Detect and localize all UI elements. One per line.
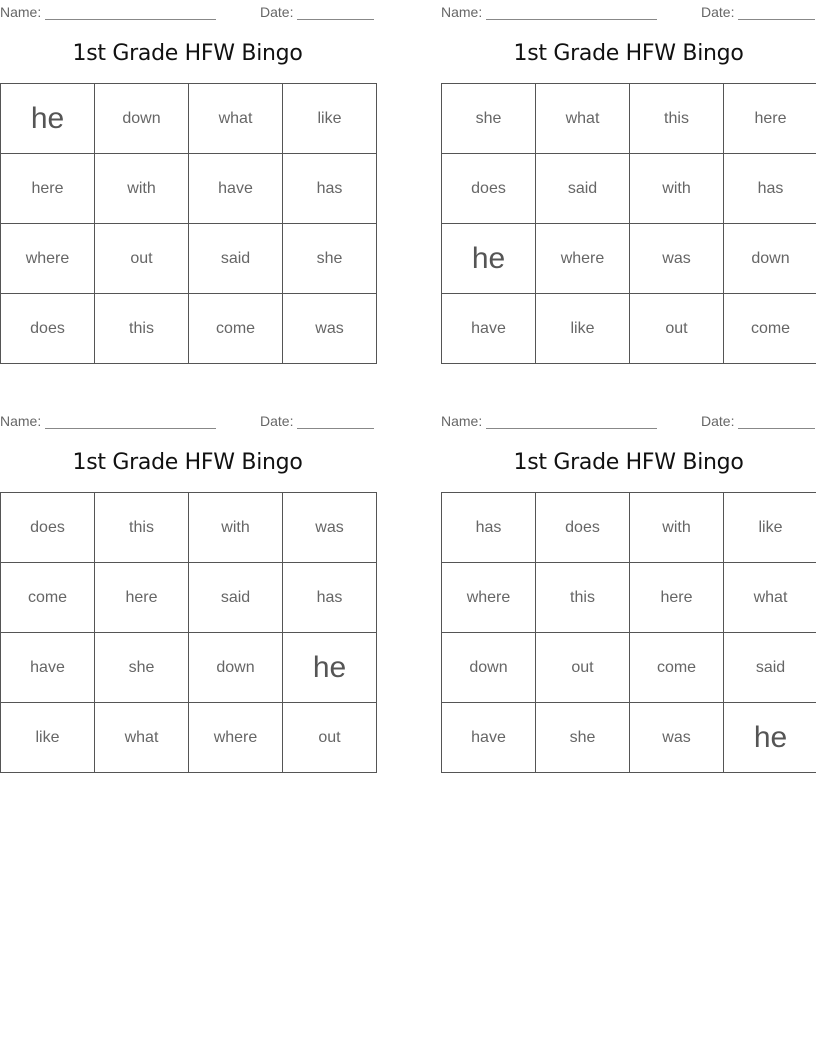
date-field[interactable]: [701, 411, 815, 429]
bingo-cell[interactable]: out: [630, 294, 724, 364]
bingo-cell[interactable]: with: [95, 154, 189, 224]
bingo-cell[interactable]: have: [442, 294, 536, 364]
card-title: 1st Grade HFW Bingo: [513, 41, 744, 66]
date-label: Date:: [260, 4, 294, 20]
bingo-grid: [0, 492, 377, 773]
bingo-cell[interactable]: down: [442, 633, 536, 703]
bingo-cell[interactable]: he: [724, 703, 816, 773]
date-label: Date:: [701, 413, 735, 429]
bingo-cell[interactable]: this: [95, 493, 189, 563]
bingo-cell[interactable]: here: [95, 563, 189, 633]
bingo-cell[interactable]: out: [95, 224, 189, 294]
bingo-row: [442, 563, 816, 633]
bingo-cell[interactable]: what: [95, 703, 189, 773]
bingo-cell[interactable]: like: [283, 84, 377, 154]
bingo-card: [0, 409, 375, 772]
bingo-cell[interactable]: does: [1, 294, 95, 364]
bingo-card: [441, 0, 816, 363]
bingo-cell[interactable]: come: [630, 633, 724, 703]
bingo-cell[interactable]: here: [1, 154, 95, 224]
bingo-cell[interactable]: down: [724, 224, 816, 294]
bingo-cell[interactable]: she: [95, 633, 189, 703]
date-blank-line[interactable]: [738, 5, 815, 20]
bingo-cell[interactable]: this: [95, 294, 189, 364]
bingo-row: [1, 633, 377, 703]
bingo-cell[interactable]: has: [283, 154, 377, 224]
bingo-cell[interactable]: said: [724, 633, 816, 703]
bingo-cell[interactable]: what: [724, 563, 816, 633]
bingo-cell[interactable]: has: [442, 493, 536, 563]
bingo-cell[interactable]: this: [630, 84, 724, 154]
card-title: 1st Grade HFW Bingo: [72, 450, 303, 475]
bingo-cell[interactable]: have: [442, 703, 536, 773]
card-title: 1st Grade HFW Bingo: [72, 41, 303, 66]
bingo-cell[interactable]: this: [536, 563, 630, 633]
bingo-cell[interactable]: does: [442, 154, 536, 224]
bingo-row: [442, 703, 816, 773]
bingo-row: [442, 154, 816, 224]
name-field[interactable]: [441, 411, 657, 429]
bingo-cell[interactable]: was: [283, 493, 377, 563]
date-blank-line[interactable]: [297, 5, 374, 20]
bingo-cell[interactable]: come: [1, 563, 95, 633]
bingo-cell[interactable]: she: [536, 703, 630, 773]
date-field[interactable]: [260, 2, 374, 20]
bingo-cell[interactable]: here: [724, 84, 816, 154]
bingo-cell[interactable]: said: [189, 224, 283, 294]
bingo-row: [442, 294, 816, 364]
bingo-cell[interactable]: said: [189, 563, 283, 633]
bingo-cell[interactable]: she: [442, 84, 536, 154]
name-label: Name:: [441, 413, 483, 429]
bingo-cell[interactable]: where: [1, 224, 95, 294]
bingo-row: [442, 224, 816, 294]
name-blank-line[interactable]: [45, 5, 216, 20]
bingo-grid: [441, 83, 816, 364]
bingo-cell[interactable]: like: [536, 294, 630, 364]
date-label: Date:: [260, 413, 294, 429]
bingo-cell[interactable]: have: [1, 633, 95, 703]
bingo-cell[interactable]: here: [630, 563, 724, 633]
date-blank-line[interactable]: [297, 414, 374, 429]
bingo-cell[interactable]: come: [189, 294, 283, 364]
name-blank-line[interactable]: [45, 414, 216, 429]
date-field[interactable]: [260, 411, 374, 429]
name-blank-line[interactable]: [486, 414, 657, 429]
name-label: Name:: [441, 4, 483, 20]
bingo-cell[interactable]: out: [536, 633, 630, 703]
bingo-cell[interactable]: where: [442, 563, 536, 633]
bingo-cell[interactable]: with: [630, 493, 724, 563]
bingo-cell[interactable]: he: [442, 224, 536, 294]
bingo-cell[interactable]: said: [536, 154, 630, 224]
bingo-cell[interactable]: he: [283, 633, 377, 703]
bingo-cell[interactable]: down: [189, 633, 283, 703]
bingo-row: [1, 224, 377, 294]
bingo-cell[interactable]: was: [630, 703, 724, 773]
bingo-cell[interactable]: was: [630, 224, 724, 294]
bingo-card: [0, 0, 375, 363]
bingo-cell[interactable]: where: [189, 703, 283, 773]
name-label: Name:: [0, 4, 42, 20]
date-field[interactable]: [701, 2, 815, 20]
date-label: Date:: [701, 4, 735, 20]
bingo-row: [1, 493, 377, 563]
bingo-cell[interactable]: with: [189, 493, 283, 563]
bingo-cell[interactable]: what: [536, 84, 630, 154]
name-field[interactable]: [0, 2, 216, 20]
bingo-row: [1, 154, 377, 224]
name-label: Name:: [0, 413, 42, 429]
bingo-cell[interactable]: was: [283, 294, 377, 364]
bingo-cell[interactable]: down: [95, 84, 189, 154]
bingo-grid: [441, 492, 816, 773]
name-field[interactable]: [0, 411, 216, 429]
bingo-cell[interactable]: she: [283, 224, 377, 294]
bingo-row: [1, 703, 377, 773]
bingo-row: [442, 493, 816, 563]
bingo-cell[interactable]: has: [283, 563, 377, 633]
bingo-row: [1, 84, 377, 154]
bingo-cell[interactable]: what: [189, 84, 283, 154]
bingo-cell[interactable]: have: [189, 154, 283, 224]
name-field[interactable]: [441, 2, 657, 20]
bingo-row: [1, 294, 377, 364]
bingo-cell[interactable]: does: [536, 493, 630, 563]
bingo-cell[interactable]: where: [536, 224, 630, 294]
bingo-cell[interactable]: come: [724, 294, 816, 364]
bingo-cell[interactable]: like: [1, 703, 95, 773]
bingo-row: [442, 84, 816, 154]
name-blank-line[interactable]: [486, 5, 657, 20]
bingo-cell[interactable]: does: [1, 493, 95, 563]
bingo-cell[interactable]: out: [283, 703, 377, 773]
bingo-row: [1, 563, 377, 633]
bingo-cell[interactable]: like: [724, 493, 816, 563]
bingo-grid: [0, 83, 377, 364]
bingo-row: [442, 633, 816, 703]
card-title: 1st Grade HFW Bingo: [513, 450, 744, 475]
date-blank-line[interactable]: [738, 414, 815, 429]
bingo-card: [441, 409, 816, 772]
bingo-cell[interactable]: he: [1, 84, 95, 154]
bingo-cell[interactable]: with: [630, 154, 724, 224]
bingo-cell[interactable]: has: [724, 154, 816, 224]
